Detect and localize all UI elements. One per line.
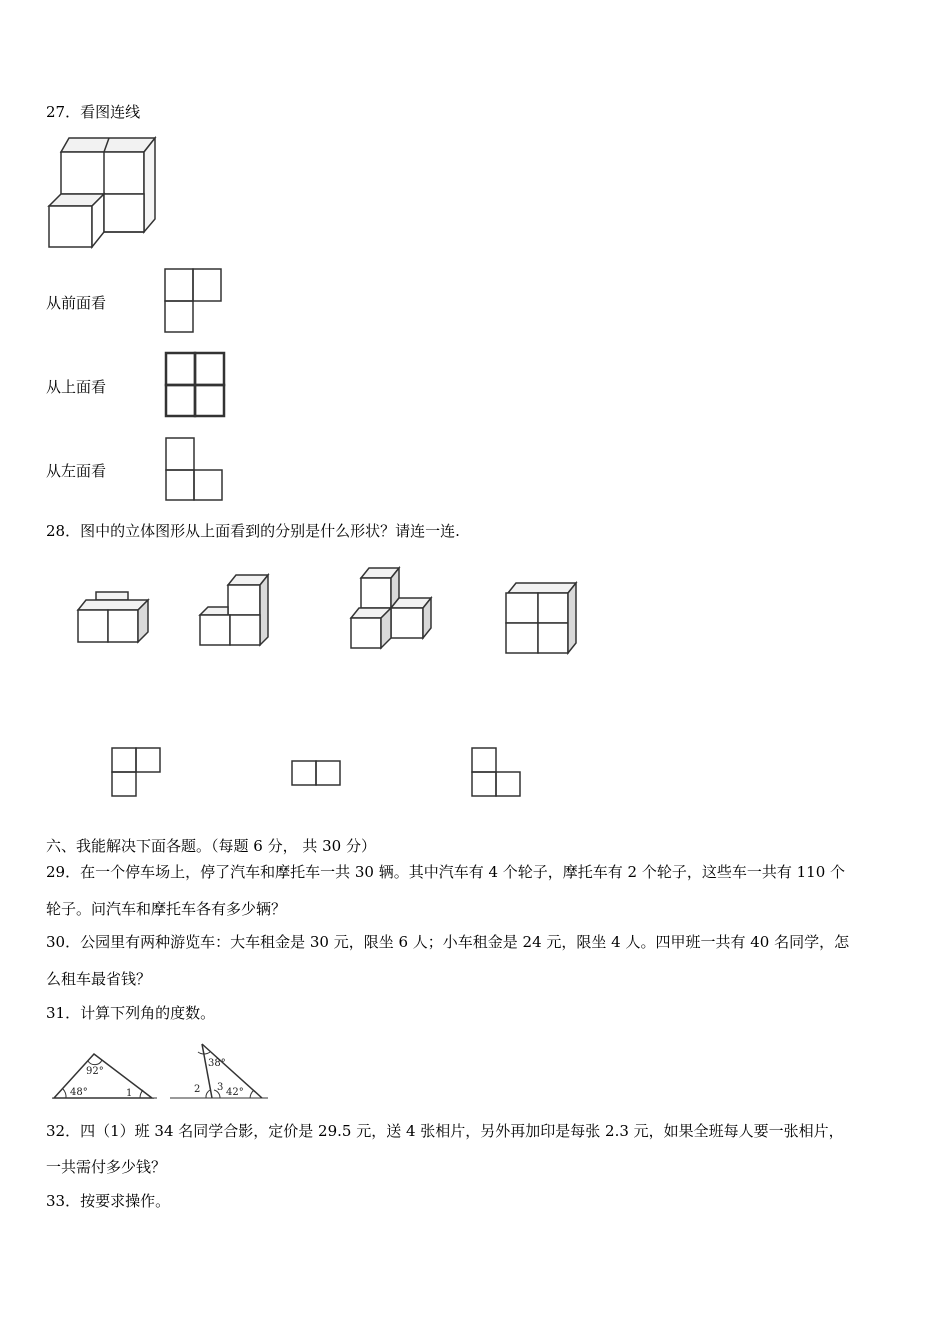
q28-shape-a bbox=[111, 747, 163, 799]
q27-heading: 27．看图连线 bbox=[46, 103, 141, 121]
q28-shape-c bbox=[471, 747, 523, 799]
tri2-right-angle: 42° bbox=[226, 1087, 244, 1098]
q31-triangle-2 bbox=[168, 1040, 273, 1102]
tri1-left-angle: 48° bbox=[70, 1087, 88, 1098]
q28-solid-2 bbox=[198, 573, 273, 648]
q32-line2: 一共需付多少钱？ bbox=[46, 1158, 167, 1176]
tri2-angle-2: 2 bbox=[194, 1084, 201, 1095]
q28-solid-3 bbox=[349, 566, 434, 651]
q30-line2: 么租车最省钱？ bbox=[46, 970, 152, 988]
view-label-front: 从前面看 bbox=[46, 294, 107, 312]
q31-heading: 31．计算下列角的度数。 bbox=[46, 1004, 216, 1022]
q28-solid-1 bbox=[76, 590, 151, 645]
top-view-shape bbox=[165, 352, 227, 418]
left-view-shape bbox=[165, 437, 225, 503]
q27-solid-figure bbox=[44, 136, 159, 251]
q28-heading: 28．图中的立体图形从上面看到的分别是什么形状？请连一连. bbox=[46, 522, 460, 540]
q33-heading: 33．按要求操作。 bbox=[46, 1192, 171, 1210]
tri1-right-angle: 1 bbox=[126, 1088, 133, 1099]
q30-line1: 30．公园里有两种游览车：大车租金是 30 元，限坐 6 人；小车租金是 24 元，限坐 4 人。四甲班一共有 40 名同学，怎 bbox=[46, 933, 850, 951]
section6-heading: 六、我能解决下面各题。（每题 6 分， 共 30 分） bbox=[46, 837, 376, 855]
q29-line2: 轮子。问汽车和摩托车各有多少辆？ bbox=[46, 900, 287, 918]
front-view-shape bbox=[164, 268, 224, 334]
view-label-left: 从左面看 bbox=[46, 462, 107, 480]
q28-solid-4 bbox=[504, 581, 582, 657]
q29-line1: 29．在一个停车场上，停了汽车和摩托车一共 30 辆。其中汽车有 4 个轮子，摩托车有 2 个轮子，这些车一共有 110 个 bbox=[46, 863, 846, 881]
view-label-top: 从上面看 bbox=[46, 378, 107, 396]
tri2-angle-3: 3 bbox=[217, 1082, 224, 1093]
tri2-top-angle: 38° bbox=[208, 1058, 226, 1069]
q32-line1: 32．四（1）班 34 名同学合影，定价是 29.5 元，送 4 张相片，另外再加印是每张 2.3 元，如果全班每人要一张相片， bbox=[46, 1122, 844, 1140]
tri1-top-angle: 92° bbox=[86, 1066, 104, 1077]
q31-triangle-1 bbox=[52, 1050, 162, 1102]
q28-shape-b bbox=[291, 760, 343, 788]
